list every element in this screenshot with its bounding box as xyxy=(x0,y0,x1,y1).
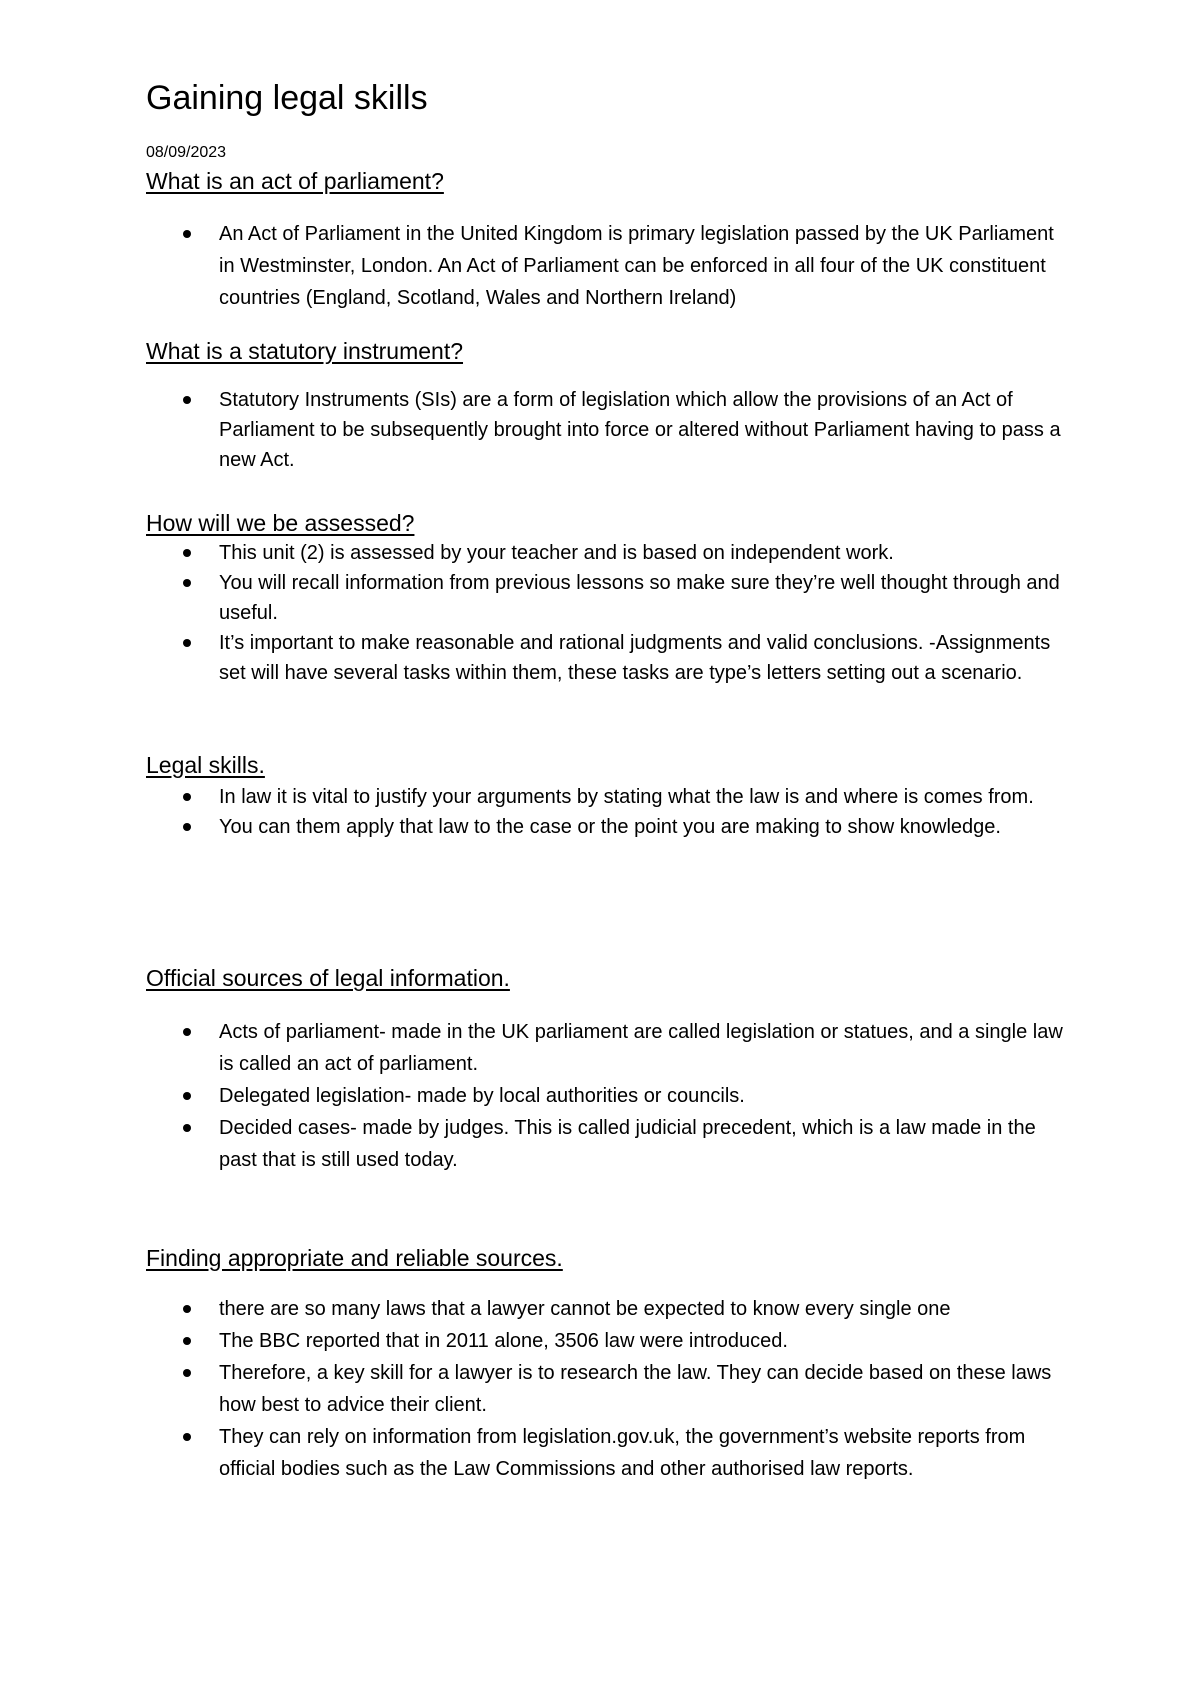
list-item xyxy=(146,538,1066,568)
bullet-icon xyxy=(183,549,191,557)
bullet-icon xyxy=(183,1433,191,1441)
section-heading: Finding appropriate and reliable sources. xyxy=(146,1245,563,1271)
list-item xyxy=(146,1080,1066,1112)
bullet-list xyxy=(146,1293,1066,1485)
list-item-text: This unit (2) is assessed by your teacher and is based on independent work. xyxy=(219,542,894,564)
list-item xyxy=(146,1293,1066,1325)
document-date: 08/09/2023 xyxy=(146,144,227,161)
list-item-text: Acts of parliament- made in the UK parliament are called legislation or statues, and a single law is called an act of parliament. xyxy=(219,1021,1063,1075)
page-title: Gaining legal skills xyxy=(146,79,428,117)
list-item xyxy=(146,628,1066,688)
list-item xyxy=(146,1421,1066,1485)
section-heading: Official sources of legal information. xyxy=(146,965,510,991)
list-item-text: Therefore, a key skill for a lawyer is to research the law. They can decide based on these laws how best to advice their client. xyxy=(219,1362,1052,1416)
list-item-text: Decided cases- made by judges. This is called judicial precedent, which is a law made in the past that is still used today. xyxy=(219,1117,1036,1171)
bullet-icon xyxy=(183,1305,191,1313)
list-item xyxy=(146,568,1066,628)
bullet-icon xyxy=(183,1337,191,1345)
bullet-icon xyxy=(183,1124,191,1132)
bullet-icon xyxy=(183,639,191,647)
bullet-icon xyxy=(183,793,191,801)
list-item xyxy=(146,1016,1066,1080)
bullet-icon xyxy=(183,396,191,404)
list-item-text: Delegated legislation- made by local authorities or councils. xyxy=(219,1085,745,1107)
bullet-list xyxy=(146,782,1066,842)
bullet-list xyxy=(146,218,1066,314)
list-item xyxy=(146,385,1066,475)
list-item xyxy=(146,1112,1066,1176)
section-heading: What is an act of parliament? xyxy=(146,168,444,194)
list-item xyxy=(146,782,1066,812)
bullet-list xyxy=(146,1016,1066,1176)
section-heading: What is a statutory instrument? xyxy=(146,338,464,364)
bullet-icon xyxy=(183,579,191,587)
bullet-icon xyxy=(183,230,191,238)
bullet-list xyxy=(146,385,1066,475)
list-item xyxy=(146,218,1066,314)
bullet-icon xyxy=(183,823,191,831)
list-item-text: there are so many laws that a lawyer cannot be expected to know every single one xyxy=(219,1298,951,1320)
list-item xyxy=(146,1325,1066,1357)
list-item-text: It’s important to make reasonable and rational judgments and valid conclusions. -Assignments set will have several tasks within them, these tasks are type’s letters setting out a scenario. xyxy=(219,632,1051,684)
list-item xyxy=(146,812,1066,842)
list-item-text: In law it is vital to justify your arguments by stating what the law is and where is comes from. xyxy=(219,786,1034,808)
list-item xyxy=(146,1357,1066,1421)
bullet-icon xyxy=(183,1092,191,1100)
list-item-text: You can them apply that law to the case or the point you are making to show knowledge. xyxy=(219,816,1001,838)
section-heading: How will we be assessed? xyxy=(146,510,415,536)
list-item-text: They can rely on information from legislation.gov.uk, the government’s website reports from official bodies such as the Law Commissions and other authorised law reports. xyxy=(219,1426,1026,1480)
list-item-text: Statutory Instruments (SIs) are a form of legislation which allow the provisions of an Act of Parliament to be subsequently brought into force or altered without Parliament having to pass a new Act. xyxy=(219,389,1061,471)
section-heading: Legal skills. xyxy=(146,752,265,778)
list-item-text: You will recall information from previous lessons so make sure they’re well thought through and useful. xyxy=(219,572,1060,624)
bullet-icon xyxy=(183,1028,191,1036)
bullet-list xyxy=(146,538,1066,688)
list-item-text: The BBC reported that in 2011 alone, 3506 law were introduced. xyxy=(219,1330,788,1352)
list-item-text: An Act of Parliament in the United Kingdom is primary legislation passed by the UK Parliament in Westminster, London. An Act of Parliament can be enforced in all four of the UK constituent countries (England, Scotland, Wales and Northern Ireland) xyxy=(219,223,1054,309)
bullet-icon xyxy=(183,1369,191,1377)
